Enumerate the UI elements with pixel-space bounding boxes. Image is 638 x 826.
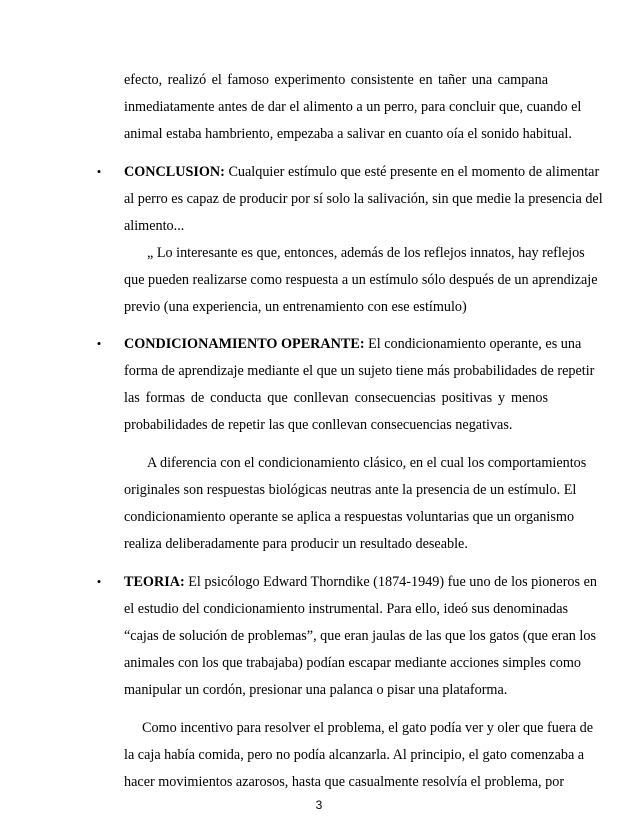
page-number: 3 xyxy=(315,798,323,812)
teoria-line-4: animales con los que trabajaba) podían escapar mediante acciones simples como xyxy=(124,655,581,671)
paragraph-reflejos-line-1: „ Lo interesante es que, entonces, además de los reflejos innatos, hay reflejos xyxy=(147,245,585,261)
paragraph-diferencia-line-4: realiza deliberadamente para producir un resultado deseable. xyxy=(124,536,468,552)
teoria-line-5: manipular un cordón, presionar una palanca o pisar una plataforma. xyxy=(124,682,508,698)
operante-line-2: forma de aprendizaje mediante el que un sujeto tiene más probabilidades de repetir xyxy=(124,363,595,379)
bullet-conclusion: • xyxy=(96,164,102,179)
paragraph-intro-line-1: efecto, realizó el famoso experimento consistente en tañer una campana xyxy=(124,72,548,88)
paragraph-incentivo-line-2: la caja había comida, pero no podía alcanzarla. Al principio, el gato comenzaba a xyxy=(124,747,585,763)
conclusion-line-2: al perro es capaz de producir por sí solo la salivación, sin que medie la presencia del xyxy=(124,191,603,207)
teoria-line-2: el estudio del condicionamiento instrumental. Para ello, ideó sus denominadas xyxy=(124,601,569,617)
conclusion-line-1 xyxy=(124,162,600,182)
teoria-line-1-text: El psicólogo Edward Thorndike (1874-1949) fue uno de los pioneros en xyxy=(184,574,597,590)
paragraph-incentivo-line-3: hacer movimientos azarosos, hasta que casualmente resolvía el problema, por xyxy=(124,774,565,790)
operante-label: CONDICIONAMIENTO OPERANTE: xyxy=(124,336,365,352)
conclusion-line-1-text: Cualquier estímulo que esté presente en el momento de alimentar xyxy=(224,164,600,180)
teoria-line-3: “cajas de solución de problemas”, que eran jaulas de las que los gatos (que eran los xyxy=(124,628,596,644)
paragraph-intro-line-3: animal estaba hambriento, empezaba a salivar en cuanto oía el sonido habitual. xyxy=(124,126,572,142)
paragraph-incentivo-line-1: Como incentivo para resolver el problema, el gato podía ver y oler que fuera de xyxy=(142,720,594,736)
teoria-label: TEORIA: xyxy=(124,574,185,590)
operante-line-3: las formas de conducta que conllevan consecuencias positivas y menos xyxy=(124,390,548,406)
conclusion-line-3: alimento... xyxy=(124,218,185,234)
paragraph-intro-line-2: inmediatamente antes de dar el alimento a un perro, para concluir que, cuando el xyxy=(124,99,582,115)
operante-line-4: probabilidades de repetir las que conllevan consecuencias negativas. xyxy=(124,417,513,433)
paragraph-diferencia-line-3: condicionamiento operante se aplica a respuestas voluntarias que un organismo xyxy=(124,509,575,525)
paragraph-reflejos-line-3: previo (una experiencia, un entrenamiento con ese estímulo) xyxy=(124,299,467,315)
bullet-teoria: • xyxy=(96,574,102,589)
operante-line-1-text: El condicionamiento operante, es una xyxy=(364,336,582,352)
conclusion-label: CONCLUSION: xyxy=(124,164,225,180)
bullet-operante: • xyxy=(96,336,102,351)
operante-line-1 xyxy=(124,334,582,354)
teoria-line-1 xyxy=(124,572,597,592)
paragraph-reflejos-line-2: que pueden realizarse como respuesta a un estímulo sólo después de un aprendizaje xyxy=(124,272,598,288)
paragraph-diferencia-line-2: originales son respuestas biológicas neutras ante la presencia de un estímulo. El xyxy=(124,482,577,498)
paragraph-diferencia-line-1: A diferencia con el condicionamiento clásico, en el cual los comportamientos xyxy=(147,455,587,471)
